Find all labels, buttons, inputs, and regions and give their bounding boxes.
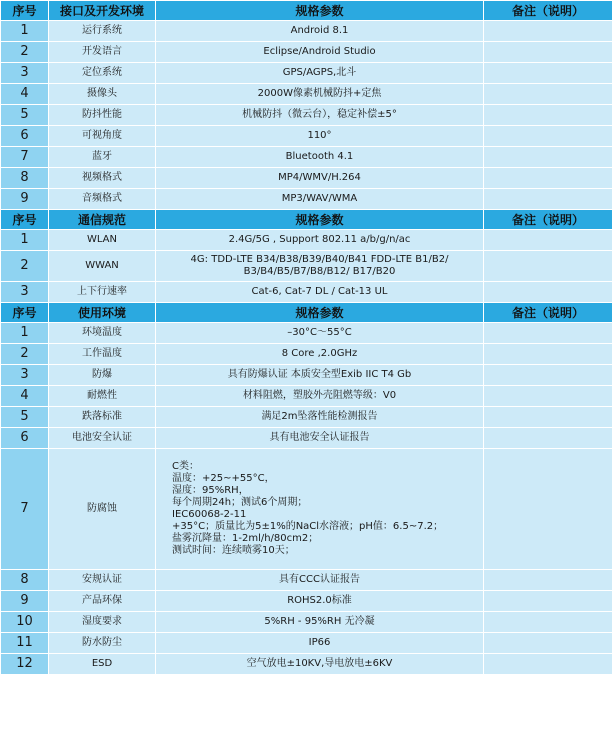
item-name: 音频格式 bbox=[49, 189, 156, 210]
item-name: 工作温度 bbox=[49, 344, 156, 365]
table-row bbox=[1, 407, 612, 428]
item-note bbox=[484, 168, 612, 189]
table-row bbox=[1, 126, 612, 147]
item-note bbox=[484, 251, 612, 282]
row-number: 5 bbox=[1, 407, 49, 428]
column-header: 规格参数 bbox=[156, 1, 484, 21]
table-row bbox=[1, 251, 612, 282]
row-number: 4 bbox=[1, 386, 49, 407]
item-name: 耐燃性 bbox=[49, 386, 156, 407]
item-name: 防水防尘 bbox=[49, 633, 156, 654]
item-name: 电池安全认证 bbox=[49, 428, 156, 449]
item-note bbox=[484, 449, 612, 570]
item-spec: Bluetooth 4.1 bbox=[156, 147, 484, 168]
item-name: 安规认证 bbox=[49, 570, 156, 591]
item-spec: MP4/WMV/H.264 bbox=[156, 168, 484, 189]
row-number: 1 bbox=[1, 230, 49, 251]
row-number: 1 bbox=[1, 323, 49, 344]
table-row bbox=[1, 42, 612, 63]
column-header: 接口及开发环境 bbox=[49, 1, 156, 21]
item-note bbox=[484, 344, 612, 365]
column-header: 序号 bbox=[1, 1, 49, 21]
table-row bbox=[1, 84, 612, 105]
item-name: 环境温度 bbox=[49, 323, 156, 344]
item-note bbox=[484, 84, 612, 105]
item-note bbox=[484, 386, 612, 407]
column-header: 序号 bbox=[1, 303, 49, 323]
column-header: 规格参数 bbox=[156, 303, 484, 323]
item-spec: 2000W像素机械防抖+定焦 bbox=[156, 84, 484, 105]
item-name: 定位系统 bbox=[49, 63, 156, 84]
item-note bbox=[484, 21, 612, 42]
row-number: 2 bbox=[1, 251, 49, 282]
column-header: 使用环境 bbox=[49, 303, 156, 323]
table-row bbox=[1, 147, 612, 168]
item-spec: 2.4G/5G , Support 802.11 a/b/g/n/ac bbox=[156, 230, 484, 251]
row-number: 3 bbox=[1, 63, 49, 84]
row-number: 9 bbox=[1, 189, 49, 210]
row-number: 1 bbox=[1, 21, 49, 42]
item-note bbox=[484, 126, 612, 147]
row-number: 7 bbox=[1, 449, 49, 570]
item-note bbox=[484, 323, 612, 344]
table-row bbox=[1, 21, 612, 42]
item-spec: 110° bbox=[156, 126, 484, 147]
item-spec: 8 Core ,2.0GHz bbox=[156, 344, 484, 365]
table-row bbox=[1, 612, 612, 633]
item-note bbox=[484, 147, 612, 168]
item-name: 湿度要求 bbox=[49, 612, 156, 633]
table-row bbox=[1, 570, 612, 591]
item-note bbox=[484, 428, 612, 449]
row-number: 2 bbox=[1, 344, 49, 365]
item-name: WWAN bbox=[49, 251, 156, 282]
item-spec: –30°C～55°C bbox=[156, 323, 484, 344]
item-name: 摄像头 bbox=[49, 84, 156, 105]
item-spec: Android 8.1 bbox=[156, 21, 484, 42]
item-note bbox=[484, 105, 612, 126]
row-number: 8 bbox=[1, 168, 49, 189]
item-spec: 满足2m坠落性能检测报告 bbox=[156, 407, 484, 428]
section-header-row bbox=[1, 1, 612, 21]
column-header: 备注（说明） bbox=[484, 303, 612, 323]
table-row bbox=[1, 428, 612, 449]
item-name: 防抖性能 bbox=[49, 105, 156, 126]
item-spec: C类： 温度：+25~+55°C， 湿度：95%RH， 每个周期24h；测试6个周期； IEC60068-2-11 +35°C；质量比为5±1%的NaCl水溶液；pH值：6.5~7.2； 盐雾沉降量：1-2ml/h/80cm2； 测试时间：连续喷雾10天； bbox=[156, 449, 484, 570]
column-header: 规格参数 bbox=[156, 210, 484, 230]
table-row bbox=[1, 633, 612, 654]
table-row bbox=[1, 189, 612, 210]
item-spec: 材料阻燃，塑胶外壳阻燃等级：V0 bbox=[156, 386, 484, 407]
row-number: 7 bbox=[1, 147, 49, 168]
table-row bbox=[1, 654, 612, 675]
table-row bbox=[1, 105, 612, 126]
table-row bbox=[1, 282, 612, 303]
item-name: 开发语言 bbox=[49, 42, 156, 63]
item-name: ESD bbox=[49, 654, 156, 675]
item-spec: 具有电池安全认证报告 bbox=[156, 428, 484, 449]
item-note bbox=[484, 654, 612, 675]
table-row bbox=[1, 323, 612, 344]
row-number: 4 bbox=[1, 84, 49, 105]
column-header: 序号 bbox=[1, 210, 49, 230]
item-name: 运行系统 bbox=[49, 21, 156, 42]
row-number: 5 bbox=[1, 105, 49, 126]
item-name: 可视角度 bbox=[49, 126, 156, 147]
item-note bbox=[484, 570, 612, 591]
item-spec: 具有CCC认证报告 bbox=[156, 570, 484, 591]
item-note bbox=[484, 63, 612, 84]
row-number: 10 bbox=[1, 612, 49, 633]
row-number: 6 bbox=[1, 428, 49, 449]
item-spec: Eclipse/Android Studio bbox=[156, 42, 484, 63]
item-note bbox=[484, 365, 612, 386]
row-number: 12 bbox=[1, 654, 49, 675]
item-name: 防腐蚀 bbox=[49, 449, 156, 570]
table-row bbox=[1, 344, 612, 365]
item-spec: 机械防抖（微云台），稳定补偿±5° bbox=[156, 105, 484, 126]
item-note bbox=[484, 189, 612, 210]
item-name: 跌落标准 bbox=[49, 407, 156, 428]
item-spec: 具有防爆认证 本质安全型Exib IIC T4 Gb bbox=[156, 365, 484, 386]
item-note bbox=[484, 407, 612, 428]
item-spec: 空气放电±10KV,导电放电±6KV bbox=[156, 654, 484, 675]
row-number: 2 bbox=[1, 42, 49, 63]
item-name: 视频格式 bbox=[49, 168, 156, 189]
item-name: 蓝牙 bbox=[49, 147, 156, 168]
section-header-row bbox=[1, 210, 612, 230]
item-note bbox=[484, 230, 612, 251]
table-row bbox=[1, 386, 612, 407]
item-name: 上下行速率 bbox=[49, 282, 156, 303]
row-number: 11 bbox=[1, 633, 49, 654]
spec-table-body bbox=[1, 1, 612, 675]
item-note bbox=[484, 612, 612, 633]
table-row bbox=[1, 449, 612, 570]
table-row bbox=[1, 365, 612, 386]
row-number: 8 bbox=[1, 570, 49, 591]
row-number: 3 bbox=[1, 365, 49, 386]
row-number: 6 bbox=[1, 126, 49, 147]
table-row bbox=[1, 591, 612, 612]
row-number: 3 bbox=[1, 282, 49, 303]
row-number: 9 bbox=[1, 591, 49, 612]
item-spec: 5%RH - 95%RH 无冷凝 bbox=[156, 612, 484, 633]
item-spec: ROHS2.0标准 bbox=[156, 591, 484, 612]
item-name: 产品环保 bbox=[49, 591, 156, 612]
item-note bbox=[484, 591, 612, 612]
table-row bbox=[1, 168, 612, 189]
item-spec: IP66 bbox=[156, 633, 484, 654]
section-header-row bbox=[1, 303, 612, 323]
item-note bbox=[484, 633, 612, 654]
item-spec: GPS/AGPS,北斗 bbox=[156, 63, 484, 84]
column-header: 备注（说明） bbox=[484, 210, 612, 230]
item-name: WLAN bbox=[49, 230, 156, 251]
item-note bbox=[484, 282, 612, 303]
item-note bbox=[484, 42, 612, 63]
item-spec: MP3/WAV/WMA bbox=[156, 189, 484, 210]
item-spec: 4G: TDD-LTE B34/B38/B39/B40/B41 FDD-LTE B1/B2/ B3/B4/B5/B7/B8/B12/ B17/B20 bbox=[156, 251, 484, 282]
column-header: 通信规范 bbox=[49, 210, 156, 230]
item-spec: Cat-6, Cat-7 DL / Cat-13 UL bbox=[156, 282, 484, 303]
column-header: 备注（说明） bbox=[484, 1, 612, 21]
table-row bbox=[1, 63, 612, 84]
item-name: 防爆 bbox=[49, 365, 156, 386]
table-row bbox=[1, 230, 612, 251]
